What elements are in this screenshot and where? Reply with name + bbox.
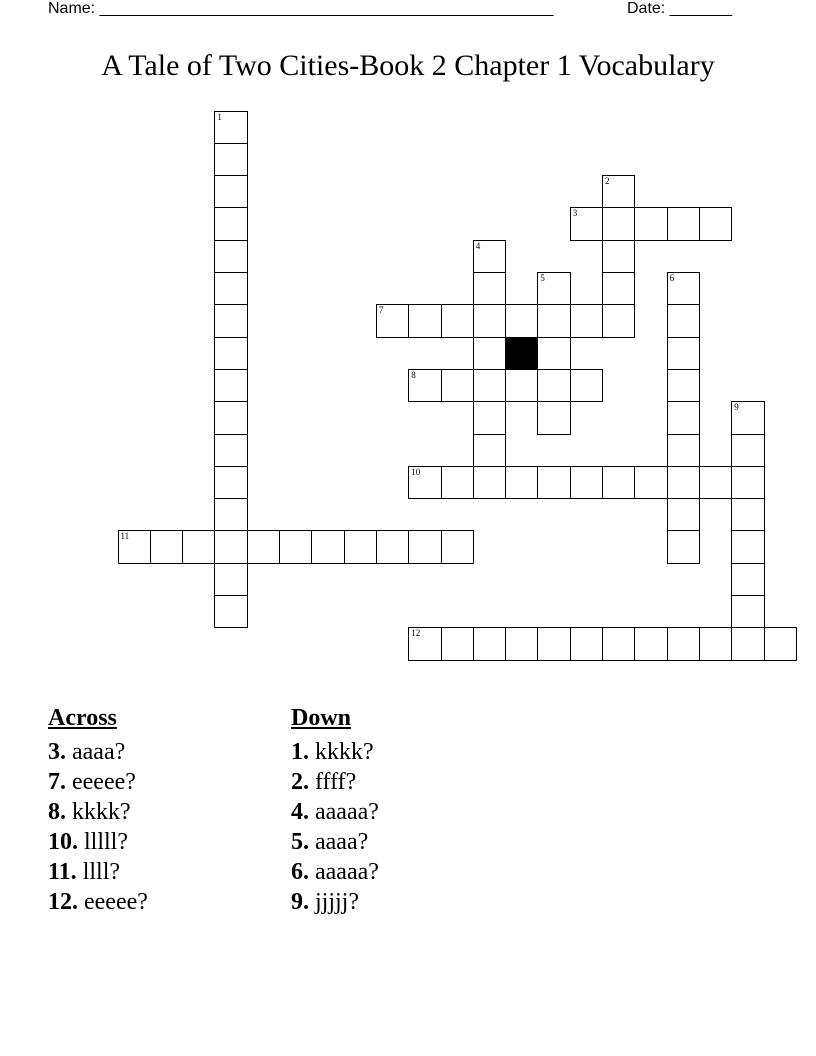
crossword-cell[interactable] bbox=[214, 563, 247, 596]
crossword-cell[interactable] bbox=[441, 369, 474, 402]
crossword-cell[interactable] bbox=[667, 530, 700, 563]
crossword-cell[interactable] bbox=[537, 304, 570, 337]
crossword-cell[interactable] bbox=[214, 466, 247, 499]
crossword-cell[interactable] bbox=[634, 466, 667, 499]
down-clues bbox=[291, 703, 379, 917]
down-clue: 2. ffff? bbox=[291, 769, 357, 795]
crossword-cell[interactable] bbox=[247, 530, 280, 563]
crossword-cell[interactable] bbox=[279, 530, 312, 563]
crossword-cell[interactable] bbox=[441, 627, 474, 660]
clue-number: 11 bbox=[120, 531, 130, 542]
crossword-cell[interactable] bbox=[667, 627, 700, 660]
crossword-cell[interactable] bbox=[214, 207, 247, 240]
crossword-cell[interactable] bbox=[537, 272, 570, 305]
black-cell bbox=[505, 337, 538, 370]
clue-number: 6 bbox=[669, 273, 675, 283]
crossword-cell[interactable] bbox=[731, 595, 764, 628]
crossword-cell[interactable] bbox=[731, 401, 764, 434]
crossword-cell[interactable] bbox=[537, 627, 570, 660]
crossword-cell[interactable] bbox=[537, 369, 570, 402]
crossword-cell[interactable] bbox=[473, 240, 506, 273]
clue-number: 9 bbox=[734, 402, 739, 413]
crossword-cell[interactable] bbox=[537, 466, 570, 499]
clue-number: 1 bbox=[217, 111, 222, 122]
crossword-cell[interactable] bbox=[473, 272, 506, 305]
crossword-cell[interactable] bbox=[214, 111, 247, 144]
crossword-cell[interactable] bbox=[667, 434, 700, 467]
down-clue: 1. kkkk? bbox=[291, 739, 374, 765]
crossword-cell[interactable] bbox=[214, 272, 247, 305]
crossword-cell[interactable] bbox=[214, 175, 247, 208]
clue-number: 8 bbox=[411, 369, 416, 380]
crossword-cell[interactable] bbox=[667, 304, 700, 337]
crossword-cell[interactable] bbox=[537, 401, 570, 434]
across-clue: 12. eeeee? bbox=[48, 889, 148, 915]
crossword-cell[interactable] bbox=[570, 304, 603, 337]
across-clue: 7. eeeee? bbox=[48, 769, 136, 795]
crossword-cell[interactable] bbox=[344, 530, 377, 563]
crossword-cell[interactable] bbox=[602, 240, 635, 273]
crossword-cell[interactable] bbox=[731, 627, 764, 660]
crossword-cell[interactable] bbox=[667, 272, 700, 305]
crossword-cell[interactable] bbox=[667, 207, 700, 240]
down-clue: 4. aaaaa? bbox=[291, 799, 379, 825]
crossword-cell[interactable] bbox=[731, 563, 764, 596]
crossword-cell[interactable] bbox=[408, 530, 441, 563]
crossword-cell[interactable] bbox=[731, 466, 764, 499]
crossword-cell[interactable] bbox=[376, 304, 409, 337]
crossword-cell[interactable] bbox=[150, 530, 183, 563]
crossword-cell[interactable] bbox=[376, 530, 409, 563]
crossword-cell[interactable] bbox=[118, 530, 151, 563]
crossword-cell[interactable] bbox=[505, 369, 538, 402]
crossword-cell[interactable] bbox=[473, 337, 506, 370]
clue-number: 12 bbox=[411, 628, 421, 639]
crossword-cell[interactable] bbox=[570, 207, 603, 240]
crossword-cell[interactable] bbox=[505, 466, 538, 499]
down-clue: 9. jjjjj? bbox=[291, 889, 359, 915]
across-clue: 8. kkkk? bbox=[48, 799, 131, 825]
crossword-cell[interactable] bbox=[537, 337, 570, 370]
crossword-cell[interactable] bbox=[570, 466, 603, 499]
clue-number: 2 bbox=[605, 176, 610, 187]
crossword-cell[interactable] bbox=[667, 401, 700, 434]
crossword-cell[interactable] bbox=[408, 466, 441, 499]
crossword-cell[interactable] bbox=[634, 627, 667, 660]
crossword-cell[interactable] bbox=[602, 207, 635, 240]
crossword-cell[interactable] bbox=[667, 466, 700, 499]
clue-number: 5 bbox=[540, 273, 545, 283]
crossword-cell[interactable] bbox=[699, 466, 732, 499]
crossword-cell[interactable] bbox=[699, 627, 732, 660]
crossword-cell[interactable] bbox=[602, 304, 635, 337]
crossword-cell[interactable] bbox=[214, 595, 247, 628]
crossword-cell[interactable] bbox=[214, 304, 247, 337]
down-clue: 5. aaaa? bbox=[291, 829, 369, 855]
down-clue: 6. aaaaa? bbox=[291, 859, 379, 885]
crossword-cell[interactable] bbox=[214, 498, 247, 531]
crossword-cell[interactable] bbox=[505, 627, 538, 660]
crossword-cell[interactable] bbox=[214, 434, 247, 467]
crossword-cell[interactable] bbox=[214, 143, 247, 176]
across-clue: 11. llll? bbox=[48, 859, 121, 885]
crossword-cell[interactable] bbox=[408, 627, 441, 660]
name-field[interactable]: Name: ___________________________________________________ bbox=[48, 0, 554, 17]
crossword-cell[interactable] bbox=[602, 272, 635, 305]
crossword-cell[interactable] bbox=[667, 369, 700, 402]
page-title: A Tale of Two Cities-Book 2 Chapter 1 Vocabulary bbox=[101, 49, 715, 82]
crossword-cell[interactable] bbox=[182, 530, 215, 563]
crossword-cell[interactable] bbox=[408, 369, 441, 402]
crossword-cell[interactable] bbox=[214, 530, 247, 563]
crossword-cell[interactable] bbox=[667, 337, 700, 370]
clue-number: 3 bbox=[572, 208, 578, 219]
across-clue: 3. aaaa? bbox=[48, 739, 126, 765]
clue-number: 10 bbox=[411, 466, 421, 477]
crossword-cell[interactable] bbox=[311, 530, 344, 563]
crossword-cell[interactable] bbox=[473, 434, 506, 467]
across-heading: Across bbox=[48, 705, 117, 731]
crossword-cell[interactable] bbox=[214, 240, 247, 273]
crossword-cell[interactable] bbox=[408, 304, 441, 337]
crossword-cell[interactable] bbox=[441, 466, 474, 499]
clue-number: 7 bbox=[378, 305, 384, 316]
crossword-cell[interactable] bbox=[473, 304, 506, 337]
crossword-cell[interactable] bbox=[214, 401, 247, 434]
crossword-cell[interactable] bbox=[602, 627, 635, 660]
clue-number: 4 bbox=[475, 240, 481, 251]
crossword-cell[interactable] bbox=[473, 401, 506, 434]
crossword-cell[interactable] bbox=[602, 466, 635, 499]
crossword-cell[interactable] bbox=[473, 627, 506, 660]
across-clue: 10. lllll? bbox=[48, 829, 128, 855]
crossword-cell[interactable] bbox=[570, 627, 603, 660]
crossword-cell[interactable] bbox=[570, 369, 603, 402]
crossword-cell[interactable] bbox=[214, 337, 247, 370]
across-clues bbox=[48, 703, 148, 917]
crossword-cell[interactable] bbox=[731, 530, 764, 563]
crossword-cell[interactable] bbox=[441, 530, 474, 563]
crossword-cell[interactable] bbox=[731, 498, 764, 531]
crossword-cell[interactable] bbox=[699, 207, 732, 240]
crossword-cell[interactable] bbox=[473, 369, 506, 402]
crossword-cell[interactable] bbox=[731, 434, 764, 467]
crossword-cell[interactable] bbox=[602, 175, 635, 208]
crossword-cell[interactable] bbox=[473, 466, 506, 499]
crossword-cell[interactable] bbox=[505, 304, 538, 337]
crossword-cell[interactable] bbox=[667, 498, 700, 531]
crossword-cell[interactable] bbox=[764, 627, 797, 660]
date-field[interactable]: Date: _______ bbox=[627, 0, 732, 17]
crossword-cell[interactable] bbox=[634, 207, 667, 240]
down-heading: Down bbox=[291, 705, 352, 731]
crossword-cell[interactable] bbox=[214, 369, 247, 402]
crossword-cell[interactable] bbox=[441, 304, 474, 337]
